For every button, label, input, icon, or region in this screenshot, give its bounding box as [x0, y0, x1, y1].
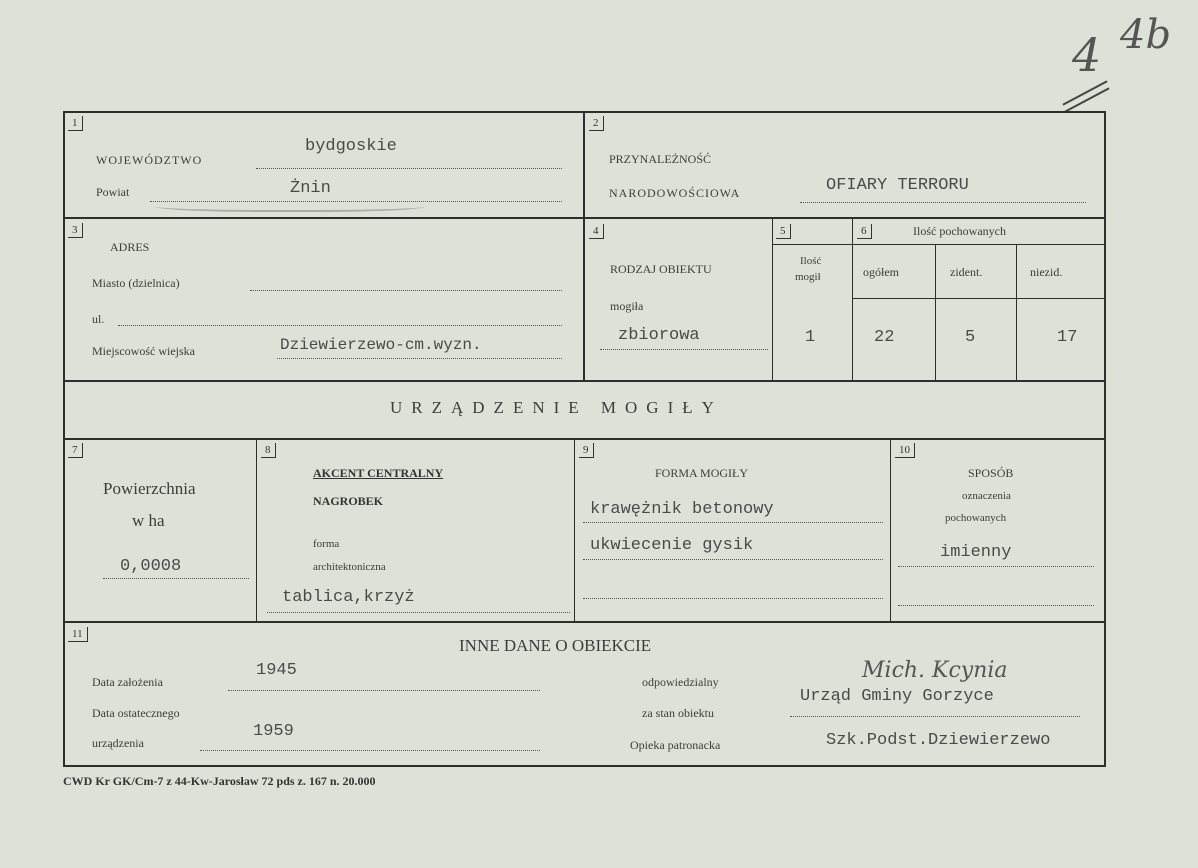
powiat-label: Powiat	[96, 185, 130, 199]
data-ostatecznego-line	[200, 750, 540, 751]
wojewodztwo-label: WOJEWÓDZTWO	[96, 153, 203, 167]
przynaleznosc-label: PRZYNALEŻNOŚĆ	[609, 152, 712, 166]
sposob-line1	[898, 566, 1094, 567]
rodzaj-line	[600, 349, 768, 350]
niezid-value: 17	[1057, 328, 1078, 347]
ilosc-mogil-label: mogił	[795, 271, 821, 283]
powierzchnia-label: Powierzchnia	[103, 479, 196, 498]
powierzchnia-line	[103, 578, 249, 579]
miasto-label: Miasto (dzielnica)	[92, 276, 180, 290]
za-stan-obiektu-label: za stan obiektu	[642, 706, 714, 720]
data-zalozenia-label: Data założenia	[92, 675, 163, 689]
zident-header: zident.	[950, 265, 983, 279]
section-number: 7	[68, 443, 83, 458]
section-number: 5	[776, 224, 791, 239]
wojewodztwo-line	[256, 168, 562, 169]
inne-dane-title: INNE DANE O OBIEKCIE	[459, 636, 652, 655]
przynaleznosc-value: OFIARY TERRORU	[826, 176, 969, 195]
divider	[852, 298, 1104, 299]
divider	[1016, 244, 1017, 382]
forma-mogily-value2: ukwiecenie gysik	[590, 536, 754, 555]
odpowiedzialny-value: Urząd Gminy Gorzyce	[800, 687, 994, 706]
corner-mark-right: 4b	[1120, 12, 1172, 58]
divider	[583, 111, 585, 382]
miasto-line	[250, 290, 562, 291]
forma-label: forma	[313, 538, 340, 550]
section-number: 1	[68, 116, 83, 131]
oznaczenia-label: oznaczenia	[962, 490, 1011, 502]
corner-mark-left: 4	[1072, 28, 1102, 82]
akcent-centralny-label: AKCENT CENTRALNY	[313, 466, 444, 480]
miejscowosc-label: Miejscowość wiejska	[92, 344, 195, 358]
forma-mogily-line2	[583, 559, 883, 560]
urzadzenia-label: urządzenia	[92, 736, 144, 750]
niezid-header: niezid.	[1030, 265, 1063, 279]
nagrobek-label: NAGROBEK	[313, 494, 384, 508]
sposob-line2	[898, 605, 1094, 606]
data-zalozenia-line	[228, 690, 540, 691]
data-ostatecznego-value: 1959	[253, 722, 294, 741]
section-number: 11	[68, 627, 88, 642]
section-number: 9	[579, 443, 594, 458]
divider	[772, 244, 1104, 245]
forma-mogily-line3	[583, 598, 883, 599]
section-number: 10	[895, 443, 915, 458]
section-number: 6	[857, 224, 872, 239]
powiat-value: Żnin	[290, 179, 331, 198]
footer-print-info: CWD Kr GK/Cm-7 z 44-Kw-Jarosław 72 pds z. 167 n. 20.000	[63, 774, 376, 788]
adres-label: ADRES	[110, 240, 150, 254]
divider	[63, 438, 1104, 440]
data-ostatecznego-label: Data ostatecznego	[92, 706, 180, 720]
miejscowosc-line	[277, 358, 562, 359]
odpowiedzialny-handwritten: Mich. Kcynia	[862, 658, 1008, 683]
forma-mogily-value1: krawężnik betonowy	[590, 500, 774, 519]
section-number: 8	[261, 443, 276, 458]
divider	[574, 440, 575, 623]
divider	[63, 621, 1104, 623]
akcent-value: tablica,krzyż	[282, 588, 415, 607]
divider	[852, 219, 853, 382]
section-number: 3	[68, 223, 83, 238]
miejscowosc-value: Dziewierzewo-cm.wyzn.	[280, 336, 482, 354]
sposob-label: SPOSÓB	[968, 466, 1014, 480]
section-number: 2	[589, 116, 604, 131]
divider	[772, 219, 773, 382]
zident-value: 5	[965, 328, 976, 347]
data-zalozenia-value: 1945	[256, 661, 297, 680]
ilosc-mogil-value: 1	[805, 328, 816, 347]
section-number: 4	[589, 224, 604, 239]
divider	[890, 440, 891, 623]
ilosc-mogil-label: Ilość	[800, 255, 822, 267]
narodowosciowa-label: NARODOWOŚCIOWA	[609, 186, 741, 200]
divider	[256, 440, 257, 623]
handwritten-scribble	[155, 198, 425, 212]
akcent-line	[267, 612, 570, 613]
rodzaj-value: zbiorowa	[618, 326, 700, 345]
powierzchnia-value: 0,0008	[120, 557, 182, 576]
urzadzenie-title: URZĄDZENIE MOGIŁY	[390, 398, 723, 417]
przynaleznosc-line	[800, 202, 1086, 203]
w-ha-label: w ha	[132, 511, 165, 530]
ul-line	[118, 325, 562, 326]
pochowanych-label: pochowanych	[945, 512, 1007, 524]
mogila-label: mogiła	[610, 299, 644, 313]
ogolem-header: ogółem	[863, 265, 899, 279]
forma-mogily-line1	[583, 522, 883, 523]
opieka-label: Opieka patronacka	[630, 738, 721, 752]
ilosc-pochowanych-header: Ilość pochowanych	[913, 224, 1006, 238]
forma-mogily-label: FORMA MOGIŁY	[655, 466, 749, 480]
wojewodztwo-value: bydgoskie	[305, 137, 397, 156]
odpowiedzialny-label: odpowiedzialny	[642, 675, 719, 689]
sposob-value: imienny	[940, 543, 1012, 562]
architektoniczna-label: architektoniczna	[313, 561, 386, 573]
ogolem-value: 22	[874, 328, 895, 347]
opieka-value: Szk.Podst.Dziewierzewo	[826, 731, 1051, 750]
ul-label: ul.	[92, 312, 105, 326]
divider	[935, 244, 936, 382]
rodzaj-obiektu-label: RODZAJ OBIEKTU	[610, 262, 712, 276]
odpowiedzialny-line	[790, 716, 1080, 717]
